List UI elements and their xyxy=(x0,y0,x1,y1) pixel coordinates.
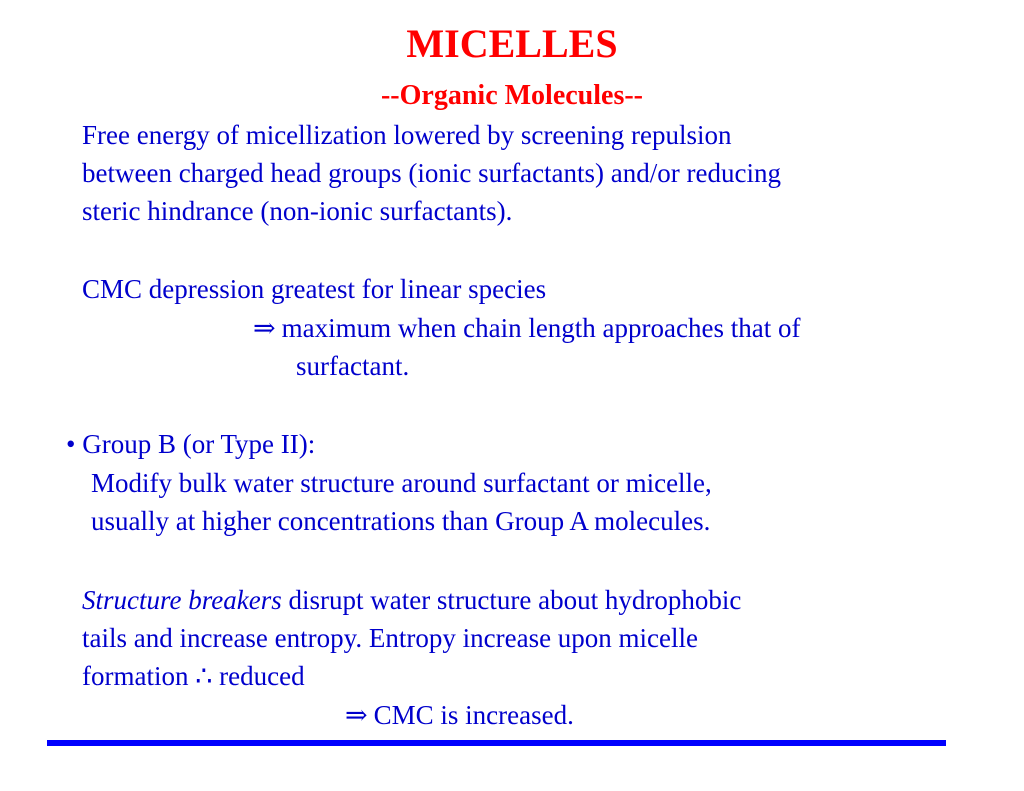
para1-line1: Free energy of micellization lowered by screening repulsion xyxy=(82,120,732,150)
implies-arrow-icon: ⇒ xyxy=(253,313,276,343)
para3-line3 xyxy=(82,659,305,693)
structure-breakers-term: Structure breakers xyxy=(82,585,282,615)
para3-line4 xyxy=(345,698,574,732)
group-b-heading-text: Group B (or Type II): xyxy=(82,429,316,459)
para2-line1: CMC depression greatest for linear species xyxy=(82,274,547,304)
implies-arrow-icon: ⇒ xyxy=(345,700,368,730)
para2-line2 xyxy=(253,311,800,345)
para3-line3-a: formation xyxy=(82,661,196,691)
bottom-rule-divider xyxy=(47,740,946,746)
group-b-line1: Modify bulk water structure around surfactant or micelle, xyxy=(91,468,712,498)
para3-line4-text: CMC is increased. xyxy=(373,700,574,730)
para2-line2-text: maximum when chain length approaches that of xyxy=(281,313,801,343)
slide-subtitle: --Organic Molecules-- xyxy=(380,80,644,111)
group-b-heading xyxy=(66,427,315,461)
slide-title: MICELLES xyxy=(406,21,618,66)
para3-line2: tails and increase entropy. Entropy increase upon micelle xyxy=(82,623,699,653)
para3-line1-rest: disrupt water structure about hydrophobic xyxy=(281,585,742,615)
para1-line3: steric hindrance (non-ionic surfactants). xyxy=(82,196,513,226)
group-b-line2: usually at higher concentrations than Group A molecules. xyxy=(91,506,711,536)
para3-line3-b: reduced xyxy=(212,661,305,691)
para3-line1 xyxy=(82,583,741,617)
para2-line3: surfactant. xyxy=(296,351,410,381)
bullet-icon: • xyxy=(66,429,76,459)
para1-line2: between charged head groups (ionic surfactants) and/or reducing xyxy=(82,158,781,188)
therefore-icon: ∴ xyxy=(195,661,213,691)
